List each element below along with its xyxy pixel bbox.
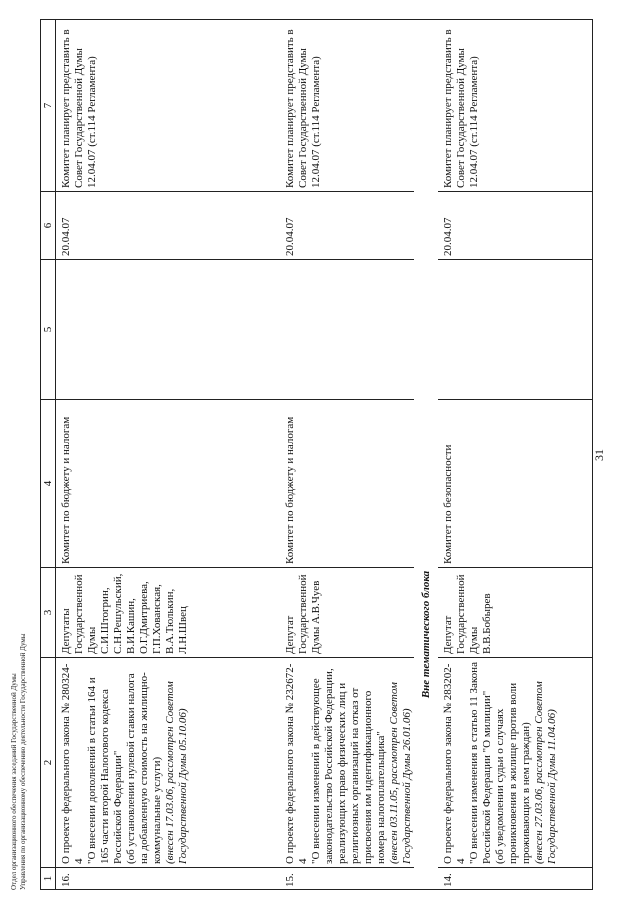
footer-line-1: Отдел организационного обеспечения заседаний Государственной Думы <box>10 673 18 890</box>
footer <box>10 530 28 890</box>
committee-cell: Комитет по бюджету и налогам <box>280 400 414 568</box>
bill-name: "О внесении изменения в статью 11 Закона Российской Федерации "О милиции" <box>468 662 493 864</box>
column-header-6: 6 <box>41 192 56 260</box>
bill-cell <box>280 658 414 868</box>
bill-note: (внесен 03.11.05, рассмотрен Советом Государственной Думы 26.01.06) <box>388 682 413 864</box>
committee-cell: Комитет по безопасности <box>438 400 593 568</box>
author-cell: Депутат Государственной Думы А.В.Чуев <box>280 568 414 658</box>
footer-line-2: Управления по организационному обеспечению деятельности Государственной Думы <box>19 633 27 890</box>
action-cell: Комитет планирует представить в Совет Государственной Думы 12.04.07 (ст.114 Регламента) <box>438 20 593 192</box>
bill-note: (внесен 17.03.06, рассмотрен Советом Государственной Думы 05.10.06) <box>164 681 189 864</box>
bill-name: "О внесении дополнений в статьи 164 и 165 части второй Налогового кодекса Российской Федерации" <box>86 677 124 864</box>
table-row-14 <box>438 20 593 890</box>
column-header-5: 5 <box>41 260 56 400</box>
section-row <box>414 20 438 890</box>
date-cell: 20.04.07 <box>438 192 593 260</box>
rotated-content <box>10 20 630 890</box>
action-cell: Комитет планирует представить в Совет Государственной Думы 12.04.07 (ст.114 Регламента) <box>280 20 414 192</box>
column-number-row <box>41 20 56 890</box>
action-cell: Комитет планирует представить в Совет Государственной Думы 12.04.07 (ст.114 Регламента) <box>56 20 281 192</box>
section-title: Вне тематического блока <box>419 570 432 699</box>
column-5-cell <box>280 260 414 400</box>
agenda-table <box>40 19 593 890</box>
row-number: 16. <box>56 868 281 890</box>
bill-title: О проекте федерального закона № 283202-4 <box>442 663 467 864</box>
date-cell: 20.04.07 <box>56 192 281 260</box>
bill-cell <box>438 658 593 868</box>
row-number: 14. <box>438 868 593 890</box>
author-cell: Депутаты Государственной Думы С.И.Штогрин, С.Н.Решульский, В.И.Кашин, О.Г.Дмитриева, Г.П.Хованская, В.А.Тюлькин, Л.Н.Швец <box>56 568 281 658</box>
table-row-15 <box>280 20 414 890</box>
row-number: 15. <box>280 868 414 890</box>
bill-title: О проекте федерального закона № 280324-4 <box>60 663 85 864</box>
date-cell: 20.04.07 <box>280 192 414 260</box>
bill-title: О проекте федерального закона № 232672-4 <box>284 663 309 864</box>
column-header-4: 4 <box>41 400 56 568</box>
bill-description: (об установлении нулевой ставки налога на добавленную стоимость на жилищно-коммунальные услуги) <box>125 672 163 864</box>
column-header-2: 2 <box>41 658 56 868</box>
bill-description: (об уведомлении судьи о случаях проникновения в жилище против воли проживающих в нем граждан) <box>494 682 532 864</box>
committee-cell: Комитет по бюджету и налогам <box>56 400 281 568</box>
table-row-16 <box>56 20 281 890</box>
page-number: 31 <box>592 449 606 461</box>
section-title-cell <box>414 20 438 890</box>
author-cell: Депутат Государственной Думы В.В.Бобырев <box>438 568 593 658</box>
column-header-3: 3 <box>41 568 56 658</box>
column-5-cell <box>56 260 281 400</box>
bill-name: "О внесении изменений в действующее законодательство Российской Федерации, реализующих право физических лиц и религиозных организаций на отказ от присвоения им идентификационного номера налогоплательщика" <box>310 668 387 864</box>
column-5-cell <box>438 260 593 400</box>
column-header-7: 7 <box>41 20 56 192</box>
column-header-1: 1 <box>41 868 56 890</box>
bill-cell <box>56 658 281 868</box>
bill-note: (внесен 27.03.06, рассмотрен Советом Государственной Думы 11.04.06) <box>533 681 558 864</box>
